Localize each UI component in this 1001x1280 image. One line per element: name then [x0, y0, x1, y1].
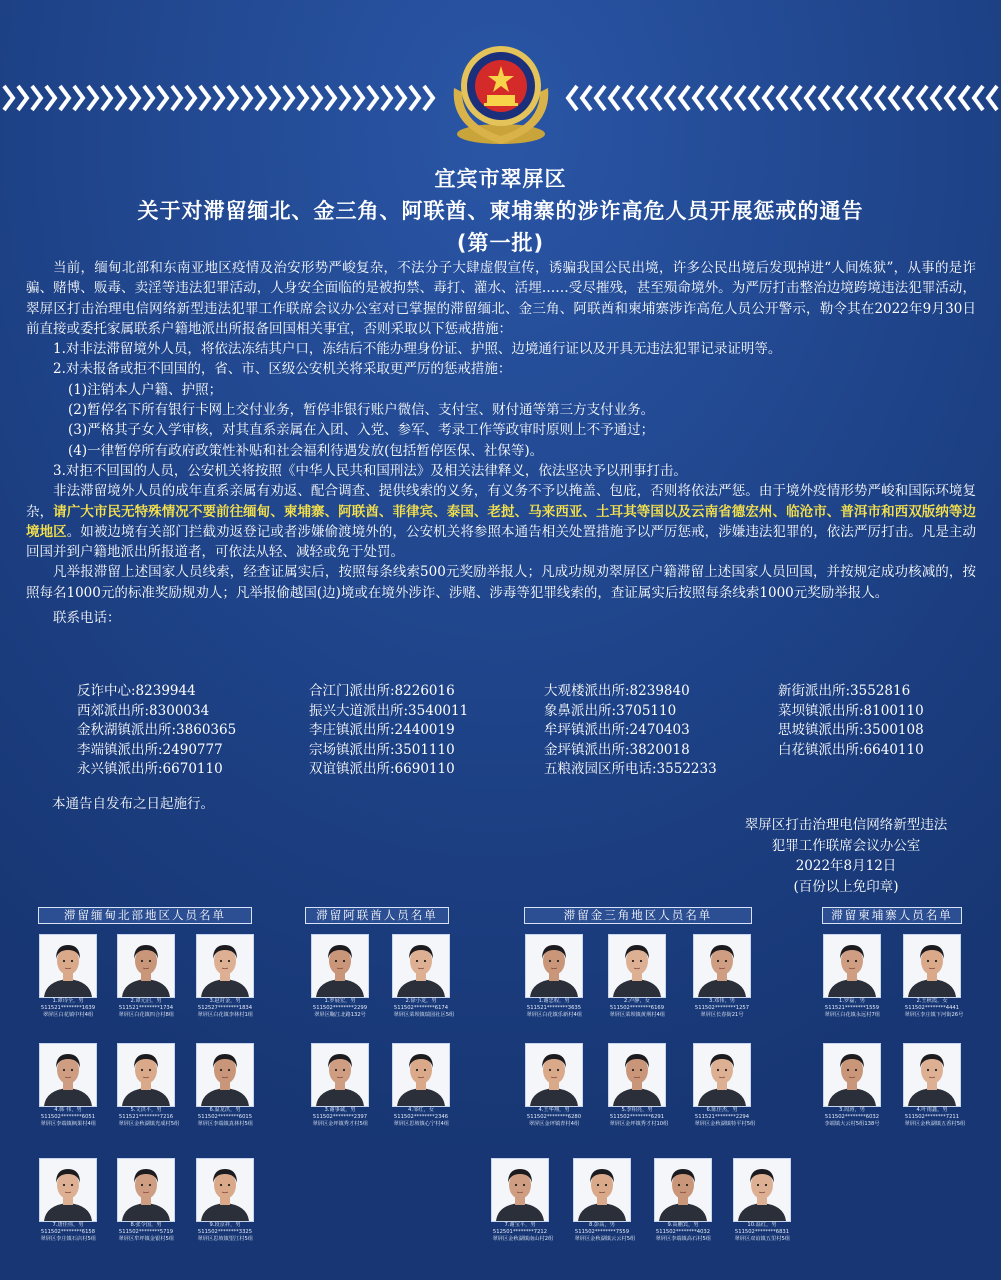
person-name: 4.邹红，女 [408, 1107, 434, 1113]
person-id: 511502********3325 [197, 1229, 253, 1235]
chevron-left-icon [652, 86, 661, 110]
person-id: 511502********4032 [655, 1229, 711, 1235]
phone-column [77, 682, 236, 780]
chevron-right-icon [298, 86, 307, 110]
chevron-right-icon [32, 86, 41, 110]
person-silhouette-icon [655, 1159, 711, 1221]
person-address: 翠屏区金秋湖镇光成村5组 [118, 1121, 180, 1127]
mugshot-photo [693, 934, 751, 998]
person-card [693, 1043, 756, 1128]
phone-entry: 菜坝镇派出所:8100110 [778, 702, 924, 719]
person-address: 翠屏区李端镇真林村5组 [197, 1121, 254, 1127]
phone-column [309, 682, 468, 780]
person-id: 511502********2397 [312, 1114, 368, 1120]
signature-line: 犯罪工作联席会议办公室 [771, 837, 921, 854]
person-card [117, 1158, 175, 1243]
chevron-left-icon [932, 86, 941, 110]
mugshot-photo [392, 1043, 450, 1107]
person-card [608, 934, 666, 1019]
person-address: 翠屏区白花镇李林村1组 [197, 1012, 254, 1018]
effective-date-statement: 本通告自发布之日起施行。 [52, 796, 214, 812]
mugshot-photo [392, 934, 450, 998]
person-address: 翠屏区白花镇中村4组 [42, 1012, 94, 1018]
measure-2-item: (4)一律暂停所有政府政策性补贴和社会福利待遇发放(包括暂停医保、社保等)。 [68, 442, 544, 459]
person-silhouette-icon [526, 1044, 582, 1106]
measure-2: 2.对未报备或拒不回国的，省、市、区级公安机关将采取更严厉的惩戒措施： [53, 361, 512, 378]
person-name: 8.彭高，男 [589, 1222, 615, 1228]
person-address: 翠屏区长春街21号 [700, 1012, 744, 1018]
person-silhouette-icon [824, 935, 880, 997]
mugshot-photo [573, 1158, 631, 1222]
chevron-right-icon [74, 86, 83, 110]
person-card [117, 1043, 180, 1128]
chevron-left-icon [960, 86, 969, 110]
chevron-left-icon [568, 86, 577, 110]
person-silhouette-icon [393, 1044, 449, 1106]
chevron-right-icon [214, 86, 223, 110]
chevron-left-icon [946, 86, 955, 110]
chevron-left-icon [722, 86, 731, 110]
chevron-right-icon [186, 86, 195, 110]
person-name: 7.唐佳伟，男 [52, 1222, 84, 1228]
signature-date: 2022年8月12日 [795, 858, 897, 874]
chevron-left-icon [764, 86, 773, 110]
person-name: 4.叶雨鑫，男 [916, 1107, 948, 1113]
person-id: 511521********2294 [694, 1114, 750, 1120]
person-name: 3.周涛，男 [839, 1107, 865, 1113]
person-address: 翠屏区金秋湖镇五香村5组 [904, 1121, 966, 1127]
person-id: 512527********1834 [197, 1005, 253, 1011]
person-id: 511502********6291 [609, 1114, 665, 1120]
chevron-right-icon [46, 86, 55, 110]
person-name: 1.罗磊，男 [839, 998, 865, 1004]
person-id: 511521********1734 [118, 1005, 174, 1011]
person-address: 翠屏区菜坝镇瑞园社区5组 [393, 1012, 455, 1018]
person-id: 511502********7211 [904, 1114, 960, 1120]
person-id: 511521********7216 [118, 1114, 174, 1120]
phone-entry: 宗场镇派出所:3501110 [309, 741, 455, 758]
person-silhouette-icon [734, 1159, 790, 1221]
person-card [117, 934, 175, 1019]
person-name: 2.谭元启，男 [130, 998, 162, 1004]
relatives-text-1: 非法滞留境外人员的成年直系亲属有劝返、配合调查、提供线索的义务，有义务不予以掩盖、包庇，否则将依法严惩。由于境外疫情形势严峻和国际环境复杂， [26, 483, 976, 520]
mugshot-photo [117, 1158, 175, 1222]
person-name: 8.张令国，男 [130, 1222, 162, 1228]
person-card [654, 1158, 712, 1243]
person-card [39, 1158, 97, 1243]
mugshot-photo [608, 1043, 666, 1107]
chevron-left-icon [708, 86, 717, 110]
person-silhouette-icon [904, 935, 960, 997]
person-name: 4.韩 伟，男 [54, 1107, 82, 1113]
mugshot-photo [823, 934, 881, 998]
chevron-right-icon [410, 86, 419, 110]
person-id: 511502********6831 [734, 1229, 790, 1235]
mugshot-photo [117, 934, 175, 998]
relatives-text-2: 。如被边境有关部门拦截劝返登记或者涉嫌偷渡境外的，公安机关将参照本通告相关处置措施予以严厉惩戒，涉嫌违法犯罪的，依法严厉打击。凡是主动回国并到户籍地派出所报道者，可依法从轻、减轻或免于处罚。 [26, 523, 976, 561]
person-id: 511502********6169 [609, 1005, 665, 1011]
group-title: 滞留柬埔寨人员名单 [822, 907, 962, 924]
chevron-right-icon [396, 86, 405, 110]
chevron-left-icon [624, 86, 633, 110]
chevron-left-icon [736, 86, 745, 110]
person-id: 511502********4441 [904, 1005, 960, 1011]
mugshot-photo [693, 1043, 751, 1107]
person-id: 511502********5719 [118, 1229, 174, 1235]
person-silhouette-icon [40, 1159, 96, 1221]
person-name: 2.王秋霞，女 [916, 998, 948, 1004]
chevron-right-icon [102, 86, 111, 110]
mugshot-photo [311, 934, 369, 998]
person-address: 翠屏区李庄镇下河街26号 [904, 1012, 964, 1018]
chevron-right-icon [340, 86, 349, 110]
chevron-left-icon [918, 86, 927, 110]
person-card [196, 1158, 254, 1243]
phone-entry: 金坪镇派出所:3820018 [544, 741, 690, 758]
title-line1: 宜宾市翠屏区 [434, 167, 567, 191]
chevron-left-icon [582, 86, 591, 110]
mugshot-photo [117, 1043, 175, 1107]
person-id: 511502********6032 [824, 1114, 880, 1120]
chevron-right-icon [88, 86, 97, 110]
chevron-left-icon [806, 86, 815, 110]
person-name: 5.李相亮，男 [621, 1107, 653, 1113]
phone-entry: 白花镇派出所:6640110 [778, 741, 924, 758]
person-id: 511521********3635 [526, 1005, 582, 1011]
person-card [525, 1043, 583, 1128]
police-emblem-icon [440, 40, 562, 152]
chevron-left-icon [904, 86, 913, 110]
mugshot-photo [196, 1043, 254, 1107]
chevron-left-icon [666, 86, 675, 110]
person-id: 511521********1639 [40, 1005, 96, 1011]
person-address: 翠屏区思坡镇望江村5组 [197, 1236, 254, 1242]
mugshot-photo [196, 934, 254, 998]
chevron-left-icon [988, 86, 997, 110]
measure-2-item: (2)暂停名下所有银行卡网上交付业务，暂停非银行账户微信、支付宝、财付通等第三方支付业务。 [68, 402, 655, 419]
person-address: 翠屏区白花镇四合村8组 [118, 1012, 175, 1018]
person-address: 翠屏区白花镇永远村7组 [824, 1012, 881, 1018]
measure-1: 1.对非法滞留境外人员，将依法冻结其户口，冻结后不能办理身份证、护照、边境通行证以及开具无违法犯罪记录证明等。 [53, 341, 782, 358]
person-address: 翠屏区金坪镇秀才村5组 [312, 1121, 369, 1127]
person-card [392, 934, 455, 1019]
signature-note: (百份以上免印章) [793, 878, 899, 895]
person-id: 511502********7559 [574, 1229, 630, 1235]
person-silhouette-icon [197, 1159, 253, 1221]
phone-entry: 大观楼派出所:8239840 [544, 683, 690, 699]
person-id: 512501********7212 [492, 1229, 548, 1235]
mugshot-photo [733, 1158, 791, 1222]
person-silhouette-icon [694, 1044, 750, 1106]
chevron-right-icon [312, 86, 321, 110]
phone-column [544, 682, 717, 780]
phone-entry: 思坡镇派出所:3500108 [778, 722, 924, 739]
chevron-right-icon [116, 86, 125, 110]
group-title: 滞留金三角地区人员名单 [524, 907, 752, 924]
person-name: 3.赵封金，男 [209, 998, 241, 1004]
phone-column [778, 682, 924, 760]
group-title: 滞留缅甸北部地区人员名单 [38, 907, 252, 924]
person-address: 翠屏区金秋湖镇云云村5组 [574, 1236, 636, 1242]
phone-entry: 牟坪镇派出所:2470403 [544, 722, 690, 739]
person-address: 翠屏区金坪镇青村4组 [528, 1121, 580, 1127]
person-card [525, 934, 583, 1019]
contact-label: 联系电话： [53, 610, 121, 627]
chevron-right-icon [424, 86, 433, 110]
measure-2-item: (3)严格其子女入学审核，对其直系亲属在入团、入党、参军、考录工作等政审时原则上不予通过； [68, 422, 655, 439]
chevron-right-icon [382, 86, 391, 110]
person-card [491, 1158, 554, 1243]
chevron-left-icon [834, 86, 843, 110]
chevron-left-icon [862, 86, 871, 110]
person-address: 翠屏区金秋湖镇南山村2组 [492, 1236, 554, 1242]
person-name: 1.罗展宏，男 [324, 998, 356, 1004]
phone-entry: 反诈中心:8239944 [77, 683, 196, 699]
chevron-left-icon [820, 86, 829, 110]
mugshot-photo [525, 934, 583, 998]
person-silhouette-icon [40, 935, 96, 997]
mugshot-photo [491, 1158, 549, 1222]
person-address: 翠屏区双谊镇五里村5组 [734, 1236, 791, 1242]
chevron-right-icon [172, 86, 181, 110]
phone-entry: 李庄镇派出所:2440019 [309, 722, 455, 739]
person-id: 511502********2346 [393, 1114, 449, 1120]
person-name: 3.邓伟，男 [709, 998, 735, 1004]
person-silhouette-icon [492, 1159, 548, 1221]
chevron-right-icon [130, 86, 139, 110]
phone-entry: 双谊镇派出所:6690110 [309, 761, 455, 778]
person-card [823, 1043, 881, 1128]
title-line3: (第一批) [456, 231, 545, 255]
mugshot-photo [654, 1158, 712, 1222]
person-name: 6.温龙洪，男 [209, 1107, 241, 1113]
person-silhouette-icon [197, 935, 253, 997]
person-card [196, 1043, 254, 1128]
person-silhouette-icon [40, 1044, 96, 1106]
person-name: 6.陈佳杰，男 [706, 1107, 738, 1113]
person-silhouette-icon [824, 1044, 880, 1106]
measure-2-item: (1)注销本人户籍、护照； [68, 381, 223, 398]
mugshot-photo [39, 1043, 97, 1107]
mugshot-photo [608, 934, 666, 998]
person-card [903, 934, 964, 1019]
person-card [39, 1043, 97, 1128]
person-name: 7.谢宝平，男 [504, 1222, 536, 1228]
chevron-left-icon [596, 86, 605, 110]
person-id: 511502********6051 [40, 1114, 96, 1120]
person-id: 511502********6174 [393, 1005, 449, 1011]
travel-warning-highlight: 请广大市民无特殊情况不要前往缅甸、柬埔寨、阿联酋、菲律宾、泰国、老挝、马来西亚、土耳其等国以及云南省德宏州、临沧市、普洱市和西双版纳等边境地区 [26, 503, 977, 540]
person-address: 翠屏区鞠江北路132号 [314, 1012, 366, 1018]
person-address: 翠屏区李庄镇石店村5组 [40, 1236, 97, 1242]
phone-entry: 合江门派出所:8226016 [309, 683, 455, 699]
chevron-right-icon [4, 86, 13, 110]
person-silhouette-icon [574, 1159, 630, 1221]
person-address: 翠屏区李端镇枫果村4组 [40, 1121, 97, 1127]
phone-entry: 五粮液园区所电话:3552233 [544, 761, 717, 778]
person-name: 9.段京祥，男 [209, 1222, 241, 1228]
chevron-left-icon [610, 86, 619, 110]
chevron-left-icon [750, 86, 759, 110]
phone-entry: 李端镇派出所:2490777 [77, 741, 223, 758]
person-card [608, 1043, 669, 1128]
mugshot-photo [39, 1158, 97, 1222]
person-name: 2.徐小龙，男 [405, 998, 437, 1004]
person-card [311, 1043, 369, 1128]
person-silhouette-icon [312, 935, 368, 997]
chevron-left-icon [890, 86, 899, 110]
person-address: 翠屏区思坡镇心宁村4组 [393, 1121, 450, 1127]
person-name: 1.谢忠程，男 [538, 998, 570, 1004]
title-line2: 关于对滞留缅北、金三角、阿联酋、柬埔寨的涉诈高危人员开展惩戒的通告 [137, 199, 864, 223]
phone-entry: 新街派出所:3552816 [778, 683, 911, 699]
mugshot-photo [903, 934, 961, 998]
person-silhouette-icon [118, 935, 174, 997]
notice-body [26, 258, 976, 628]
group-title: 滞留阿联酋人员名单 [305, 907, 449, 924]
chevron-left-icon [694, 86, 703, 110]
chevron-right-icon [60, 86, 69, 110]
person-card [311, 934, 369, 1019]
person-id: 511502********6015 [197, 1114, 253, 1120]
chevron-right-icon [18, 86, 27, 110]
person-id: 511502********6158 [40, 1229, 96, 1235]
person-address: 翠屏区牟坪镇金银村5组 [118, 1236, 175, 1242]
relatives-paragraph [26, 481, 976, 562]
chevron-right-icon [200, 86, 209, 110]
chevron-right-icon [284, 86, 293, 110]
person-silhouette-icon [118, 1044, 174, 1106]
person-silhouette-icon [197, 1044, 253, 1106]
phone-entry: 象鼻派出所:3705110 [544, 702, 677, 719]
person-address: 翠屏区菜坝镇黄荆村4组 [609, 1012, 666, 1018]
chevron-right-icon [354, 86, 363, 110]
chevron-left-icon [792, 86, 801, 110]
person-card [903, 1043, 966, 1128]
person-name: 1.谭诗全，男 [52, 998, 84, 1004]
person-id: 511502********1257 [694, 1005, 750, 1011]
chevron-right-icon [144, 86, 153, 110]
chevron-right-icon [158, 86, 167, 110]
chevron-left-icon [638, 86, 647, 110]
phone-entry: 金秋湖镇派出所:3860365 [77, 722, 237, 739]
chevron-right-icon [368, 86, 377, 110]
intro-paragraph: 当前，缅甸北部和东南亚地区疫情及治安形势严峻复杂，不法分子大肆虚假宣传，诱骗我国公民出境，许多公民出境后发现掉进“人间炼狱”，从事的是诈骗、赌博、贩毒、卖淫等违法犯罪活动，人身安全面临的是被拘禁、毒打、灌水、活埋……受尽摧残，甚至殒命境外。为严厉打击整治边境跨境违法犯罪活动，翠屏区打击治理电信网络新型违法犯罪工作联席会议办公室对已掌握的滞留缅北、金三角、阿联酋和柬埔寨涉诈高危人员公开警示，勒令其在2022年9月30日前直接或委托家属联系户籍地派出所报备回国相关事宜，否则采取以下惩戒措施： [26, 260, 976, 337]
chevron-right-icon [256, 86, 265, 110]
person-card [39, 934, 97, 1019]
person-silhouette-icon [312, 1044, 368, 1106]
phone-entry: 永兴镇派出所:6670110 [77, 761, 223, 778]
chevron-right-icon [242, 86, 251, 110]
person-name: 5.文洪平，男 [130, 1107, 162, 1113]
chevron-left-icon [848, 86, 857, 110]
mugshot-photo [903, 1043, 961, 1107]
person-id: 511502********6280 [526, 1114, 582, 1120]
notice-titles [0, 163, 1001, 259]
person-silhouette-icon [526, 935, 582, 997]
mugshot-photo [39, 934, 97, 998]
person-silhouette-icon [609, 1044, 665, 1106]
signature-line: 翠屏区打击治理电信网络新型违法 [744, 817, 948, 833]
person-card [573, 1158, 636, 1243]
mugshot-photo [823, 1043, 881, 1107]
person-address: 翠屏区白花镇乐新村4组 [526, 1012, 583, 1018]
chevron-right-icon [270, 86, 279, 110]
person-address: 翠屏区金秋湖镇特平村5组 [694, 1121, 756, 1127]
person-address: 翠屏区李端镇高石村5组 [655, 1236, 712, 1242]
mugshot-photo [525, 1043, 583, 1107]
person-silhouette-icon [694, 935, 750, 997]
measure-3: 3.对拒不回国的人员，公安机关将按照《中华人民共和国刑法》及相关法律释义，依法坚决予以刑事打击。 [53, 462, 687, 479]
phone-entry: 西郊派出所:8300034 [77, 702, 210, 719]
person-card [196, 934, 254, 1019]
person-id: 511502********2299 [312, 1005, 368, 1011]
reward-paragraph: 凡举报滞留上述国家人员线索，经查证属实后，按照每条线索500元奖励举报人；凡成功规劝翠屏区户籍滞留上述国家人员回国，并按规定成功核减的，按照每名1000元的标准奖励规劝人；凡举报偷越国(边)境或在境外涉诈、涉赌、涉毒等犯罪线索的，查证属实后按照每条线索1000元奖励举报人。 [26, 564, 976, 601]
person-id: 511521********1559 [824, 1005, 880, 1011]
mugshot-photo [311, 1043, 369, 1107]
chevron-left-icon [680, 86, 689, 110]
person-card [392, 1043, 450, 1128]
person-name: 3.谢事诚，男 [324, 1107, 356, 1113]
person-name: 10.温红，男 [747, 1222, 777, 1228]
chevron-right-icon [326, 86, 335, 110]
person-card [693, 934, 751, 1019]
person-silhouette-icon [904, 1044, 960, 1106]
person-silhouette-icon [118, 1159, 174, 1221]
signature-block [712, 815, 980, 897]
phone-entry: 振兴大道派出所:3540011 [309, 702, 469, 719]
person-address: 翠屏区金坪镇秀才村10组 [609, 1121, 669, 1127]
person-name: 9.高鹏宾，男 [667, 1222, 699, 1228]
person-name: 2.卢静，女 [624, 998, 650, 1004]
person-address: 李端镇大云村5组138号 [824, 1121, 880, 1127]
person-card [733, 1158, 791, 1243]
person-name: 4.王华翔，男 [538, 1107, 570, 1113]
chevron-left-icon [778, 86, 787, 110]
person-silhouette-icon [609, 935, 665, 997]
chevron-left-icon [974, 86, 983, 110]
chevron-right-icon [228, 86, 237, 110]
person-card [823, 934, 881, 1019]
chevron-left-icon [876, 86, 885, 110]
mugshot-photo [196, 1158, 254, 1222]
person-silhouette-icon [393, 935, 449, 997]
